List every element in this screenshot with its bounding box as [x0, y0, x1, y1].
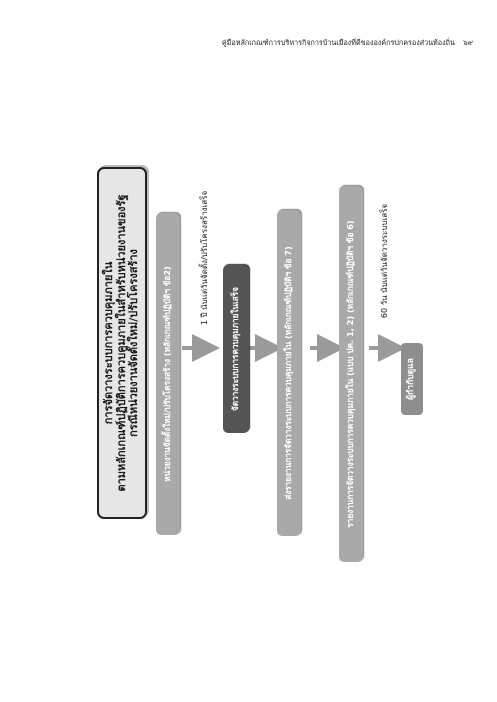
title-line-1: การจัดวางระบบการควบคุมภายใน — [102, 261, 116, 425]
step-supervisor-label: ผู้กำกับดูแล — [406, 358, 417, 400]
step-submit-report-label: ส่งรายงานการจัดวางระบบการควบคุมภายใน (หลักเกณฑ์ปฏิบัติฯ ข้อ 7) — [283, 246, 294, 500]
page-number: ๖๙ — [463, 38, 473, 47]
title-line-3: กรณีหน่วยงานจัดตั้งใหม่/ปรับโครงสร้าง — [127, 249, 141, 437]
title-line-2: ตามหลักเกณฑ์ปฏิบัติการควบคุมภายในสำหรับหน่วยงานของรัฐ — [114, 194, 128, 492]
step-control-report-label: รายงานการจัดวางระบบการควบคุมภายใน (แบบ ปค. 1, 2) (หลักเกณฑ์ปฏิบัติฯ ข้อ 6) — [345, 220, 356, 528]
note-one-year: 1 ปี นับแต่วันจัดตั้ง/ปรับโครงสร้างเสร็จ — [200, 190, 210, 326]
step-new-agency-box — [156, 213, 180, 535]
step-submit-report-box — [277, 210, 301, 536]
step-supervisor-box — [401, 343, 423, 415]
step-control-report-box — [339, 186, 363, 562]
step-new-agency-label: หน่วยงานจัดตั้งใหม่/ปรับโครงสร้าง (หลักเกณฑ์ปฏิบัติฯ ข้อ2) — [162, 266, 173, 482]
note-sixty-days: 60 วัน นับแต่วันจัดวางระบบเสร็จ — [380, 203, 390, 319]
header-title: คู่มือหลักเกณฑ์การบริหารกิจการบ้านเมืองที่ดีขององค์กรปกครองส่วนท้องถิ่น — [221, 38, 455, 47]
step-system-complete-box — [223, 265, 249, 433]
step-system-complete-label: จัดวางระบบการควบคุมภายในเสร็จ — [230, 287, 241, 411]
flow-title-box — [97, 167, 147, 519]
